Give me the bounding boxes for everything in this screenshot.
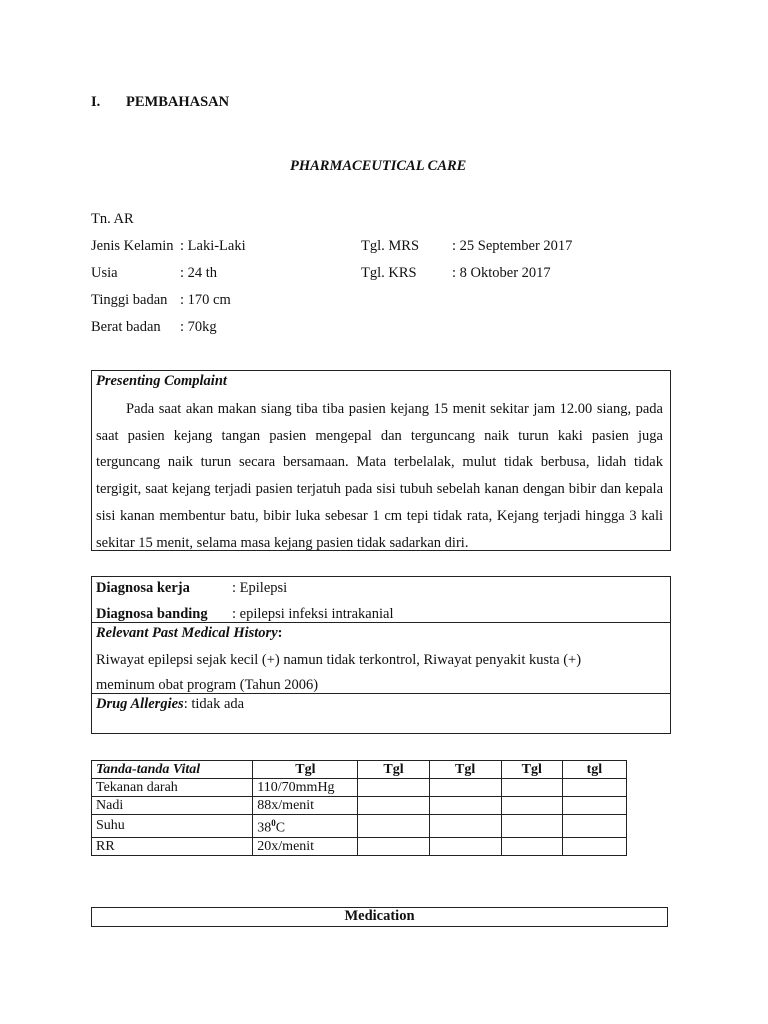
vitals-header: Tgl	[358, 761, 429, 779]
vital-value: 88x/menit	[253, 797, 358, 815]
history-heading-wrap	[96, 625, 282, 642]
history-line-1: Riwayat epilepsi sejak kecil (+) namun tidak terkontrol, Riwayat penyakit kusta (+)	[96, 652, 582, 668]
vitals-header: Tgl	[253, 761, 358, 779]
patient-name: Tn. AR	[91, 211, 134, 227]
empty-cell	[562, 797, 626, 815]
table-row	[92, 779, 627, 797]
allergies-heading: Drug Allergies	[96, 696, 184, 712]
mrs-value: : 25 September 2017	[452, 238, 573, 254]
empty-cell	[562, 815, 626, 838]
vital-label: Tekanan darah	[92, 779, 253, 797]
vital-value: 20x/menit	[253, 837, 358, 855]
empty-cell	[358, 837, 429, 855]
age-value: : 24 th	[180, 265, 218, 281]
empty-cell	[358, 797, 429, 815]
mrs-label: Tgl. MRS	[361, 238, 420, 254]
empty-cell	[501, 837, 562, 855]
vital-label: Suhu	[92, 815, 253, 838]
section-number: I.	[91, 94, 101, 110]
krs-label: Tgl. KRS	[361, 265, 417, 281]
vitals-header-row	[92, 761, 627, 779]
diagnosis-kerja-label: Diagnosa kerja	[96, 580, 190, 596]
height-label: Tinggi badan	[91, 292, 168, 308]
diagnosis-banding-value: : epilepsi infeksi intrakanial	[232, 606, 394, 622]
krs-value: : 8 Oktober 2017	[452, 265, 551, 281]
weight-label: Berat badan	[91, 319, 161, 335]
vitals-header: Tgl	[501, 761, 562, 779]
empty-cell	[358, 815, 429, 838]
diagnosis-kerja-value: : Epilepsi	[232, 580, 288, 596]
vital-value: 110/70mmHg	[253, 779, 358, 797]
table-row	[92, 815, 627, 838]
table-row	[92, 837, 627, 855]
empty-cell	[429, 837, 501, 855]
complaint-text: Pada saat akan makan siang tiba tiba pasien kejang 15 menit sekitar jam 12.00 siang, pada saat pasien kejang tangan pasien mengepal dan terguncang naik turun kaki pasien juga terguncang naik turun secara bersamaan. Mata terbelalak, mulut tidak berbusa, lidah tidak tergigit, saat kejang terjadi pasien terjatuh pada sisi tubuh sebelah kanan dengan bibir dan kepala sisi kanan membentur batu, bibir luka sebesar 1 cm tepi tidak rata, Kejang terjadi hingga 3 kali sekitar 15 menit, selama masa kejang pasien tidak sadarkan diri.	[96, 401, 663, 551]
vital-value-temperature	[253, 815, 358, 838]
vitals-table	[91, 760, 627, 856]
table-row	[92, 797, 627, 815]
vitals-header: Tgl	[429, 761, 501, 779]
empty-cell	[501, 815, 562, 838]
vitals-header: Tanda-tanda Vital	[92, 761, 253, 779]
empty-cell	[501, 779, 562, 797]
gender-label: Jenis Kelamin	[91, 238, 174, 254]
height-value: : 170 cm	[180, 292, 231, 308]
allergies-value: : tidak ada	[183, 696, 245, 712]
history-heading: Relevant Past Medical History	[96, 625, 278, 641]
temp-degree: 0	[271, 818, 276, 828]
complaint-heading: Presenting Complaint	[96, 373, 227, 389]
history-line-2: meminum obat program (Tahun 2006)	[96, 677, 319, 693]
medication-heading: Medication	[344, 908, 415, 924]
empty-cell	[358, 779, 429, 797]
gender-value: : Laki-Laki	[180, 238, 246, 254]
vital-label: RR	[92, 837, 253, 855]
vitals-header: tgl	[562, 761, 626, 779]
allergies-wrap	[96, 696, 244, 713]
empty-cell	[429, 815, 501, 838]
temp-unit: C	[275, 820, 286, 836]
temp-value: 38	[257, 820, 272, 836]
diagnosis-banding-label: Diagnosa banding	[96, 606, 208, 622]
empty-cell	[429, 779, 501, 797]
vital-label: Nadi	[92, 797, 253, 815]
empty-cell	[562, 779, 626, 797]
empty-cell	[562, 837, 626, 855]
weight-value: : 70kg	[180, 319, 217, 335]
age-label: Usia	[91, 265, 118, 281]
page-title: PHARMACEUTICAL CARE	[290, 158, 467, 174]
empty-cell	[429, 797, 501, 815]
history-colon: :	[277, 625, 283, 641]
empty-cell	[501, 797, 562, 815]
section-title: PEMBAHASAN	[126, 94, 230, 110]
